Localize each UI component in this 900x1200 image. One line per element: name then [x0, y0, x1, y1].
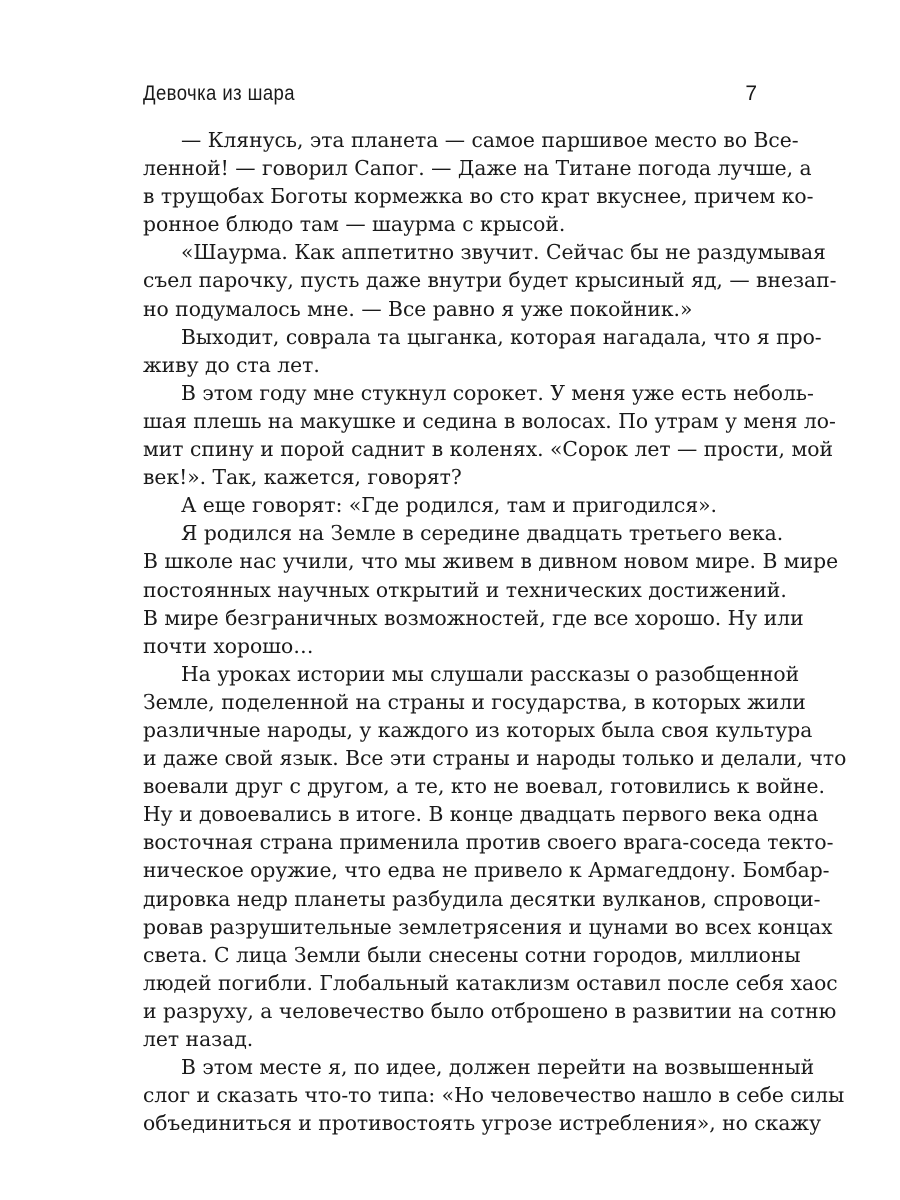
- text-line: дировка недр планеты разбудила десятки вулканов, спровоци-: [143, 886, 821, 911]
- text-line: съел парочку, пусть даже внутри будет крысиный яд, — внезап-: [143, 268, 837, 293]
- text-line: В этом году мне стукнул сорокет. У меня уже есть неболь-: [181, 380, 814, 405]
- text-line: почти хорошо…: [143, 633, 314, 658]
- text-line: ленной! — говорил Сапог. — Даже на Титане погода лучше, а: [143, 156, 812, 181]
- text-line: ническое оружие, что едва не привело к Армагеддону. Бомбар-: [143, 858, 830, 883]
- book-title: Девочка из шара: [143, 82, 296, 105]
- text-line: мит спину и порой саднит в коленях. «Сорок лет — прости, мой: [143, 437, 833, 462]
- text-line: и разруху, а человечество было отброшено в развитии на сотню: [143, 998, 837, 1023]
- text-line: в трущобах Боготы кормежка во сто крат вкуснее, причем ко-: [143, 184, 814, 209]
- text-line: живу до ста лет.: [143, 352, 320, 377]
- text-line: лет назад.: [143, 1027, 254, 1051]
- text-line: «Шаурма. Как аппетитно звучит. Сейчас бы не раздумывая: [181, 240, 826, 265]
- text-line: но подумалось мне. — Все равно я уже покойник.»: [143, 296, 693, 321]
- running-head: [143, 82, 757, 112]
- text-line: воевали друг с другом, а те, кто не воевал, готовились к войне.: [143, 774, 825, 799]
- text-line: света. С лица Земли были снесены сотни городов, миллионы: [143, 942, 801, 967]
- text-line: ровав разрушительные землетрясения и цунами во всех концах: [143, 914, 833, 939]
- text-line: постоянных научных открытий и технических достижений.: [143, 577, 787, 602]
- text-line: слог и сказать что-то типа: «Но человечество нашло в себе силы: [143, 1083, 845, 1108]
- text-line: и даже свой язык. Все эти страны и народы только и делали, что: [143, 746, 847, 771]
- text-line: — Клянусь, эта планета — самое паршивое место во Все-: [181, 128, 799, 152]
- text-line: Земле, поделенной на страны и государства, в которых жили: [143, 689, 806, 714]
- text-line: восточная страна применила против своего врага-соседа текто-: [143, 830, 834, 855]
- text-line: ронное блюдо там — шаурма с крысой.: [143, 212, 566, 237]
- text-line: различные народы, у каждого из которых была своя культура: [143, 717, 813, 742]
- text-line: В этом месте я, по идее, должен перейти на возвышенный: [181, 1055, 815, 1080]
- text-line: людей погибли. Глобальный катаклизм оставил после себя хаос: [143, 970, 838, 995]
- text-line: Я родился на Земле в середине двадцать третьего века.: [181, 521, 784, 546]
- page-number: 7: [745, 82, 757, 105]
- text-line: В школе нас учили, что мы живем в дивном новом мире. В мире: [143, 549, 839, 574]
- text-line: Ну и довоевались в итоге. В конце двадцать первого века одна: [143, 802, 819, 827]
- text-line: В мире безграничных возможностей, где все хорошо. Ну или: [143, 605, 804, 630]
- text-line: объединиться и противостоять угрозе истребления», но скажу: [143, 1111, 822, 1136]
- text-line: шая плешь на макушке и седина в волосах. По утрам у меня ло-: [143, 408, 836, 433]
- text-line: А еще говорят: «Где родился, там и пригодился».: [181, 493, 718, 518]
- text-line: век!». Так, кажется, говорят?: [143, 465, 462, 490]
- body-text: [143, 126, 847, 1137]
- text-line: Выходит, соврала та цыганка, которая нагадала, что я про-: [181, 324, 822, 349]
- text-line: На уроках истории мы слушали рассказы о разобщенной: [181, 661, 800, 686]
